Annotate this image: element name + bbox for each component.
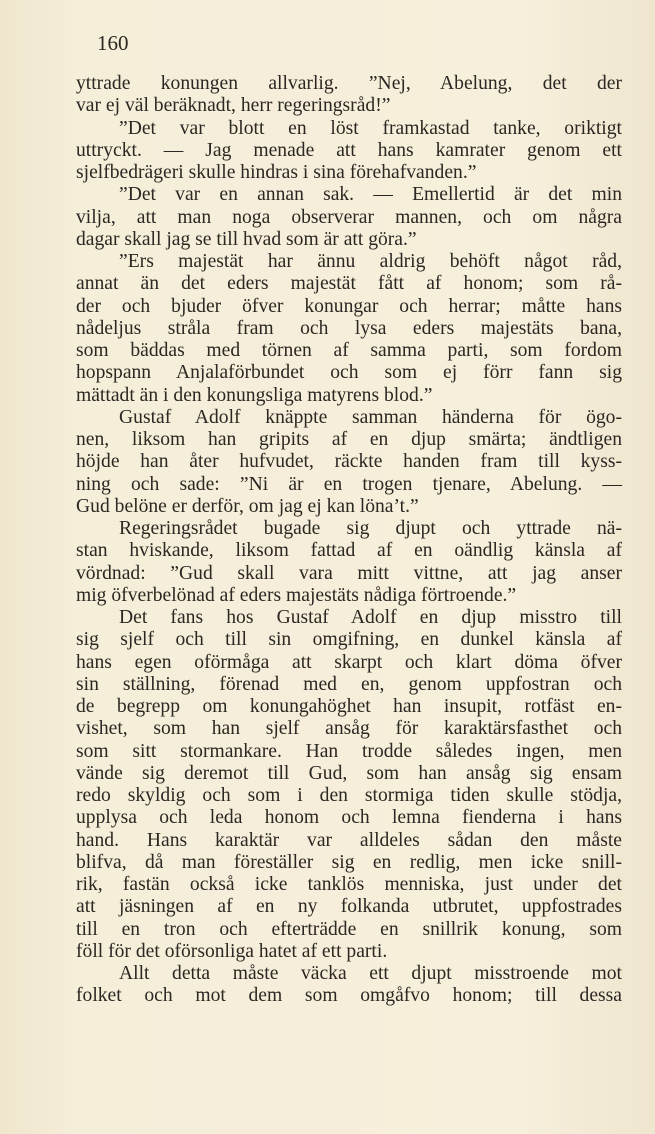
- text-line: de begrepp om konungahöghet han insupit, rotfäst en-: [76, 696, 622, 717]
- text-line: annat än det eders majestät fått af honom; som rå-: [76, 273, 622, 295]
- text-line: var ej väl beräknadt, herr regeringsråd!”: [76, 95, 391, 117]
- text-line: vände sig deremot till Gud, som han ansåg sig ensam: [76, 762, 622, 784]
- text-line: Regeringsrådet bugade sig djupt och yttrade nä-: [119, 518, 622, 539]
- text-line: Det fans hos Gustaf Adolf en djup misstro till: [119, 607, 622, 628]
- text-line: ning och sade: ”Ni är en trogen tjenare, Abelung. —: [76, 473, 622, 495]
- text-line: hans egen oförmåga att skarpt och klart döma öfver: [76, 651, 622, 673]
- text-line: Allt detta måste väcka ett djupt misstroende mot: [119, 963, 622, 984]
- text-line: hopspann Anjalaförbundet och som ej förr fann sig: [76, 362, 622, 384]
- text-line: till en tron och efterträdde en snillrik konung, som: [76, 918, 622, 940]
- text-line: höjde han åter hufvudet, räckte handen fram till kyss-: [76, 451, 622, 473]
- body-text: [76, 73, 622, 1008]
- page-number: 160: [97, 31, 129, 55]
- text-line: ”Ers majestät har ännu aldrig behöft något råd,: [119, 251, 622, 272]
- text-line: mig öfverbelönad af eders majestäts nådiga förtroende.”: [76, 584, 517, 606]
- text-line: vilja, att man noga observerar mannen, och om några: [76, 206, 622, 228]
- text-line: mättadt än i den konungsliga matyrens blod.”: [76, 384, 433, 406]
- text-line: dagar skall jag se till hvad som är att göra.”: [76, 228, 417, 250]
- text-line: Gustaf Adolf knäppte samman händerna för ögo-: [119, 406, 622, 428]
- text-line: ”Det var en annan sak. — Emellertid är det min: [119, 184, 622, 206]
- text-line: som bäddas med törnen af samma parti, som fordom: [76, 340, 622, 361]
- text-line: blifva, då man föreställer sig en redlig, men icke snill-: [76, 851, 622, 873]
- text-line: redo skyldig och som i den stormiga tiden skulle stödja,: [76, 785, 622, 806]
- text-line: der och bjuder öfver konungar och herrar; måtte hans: [76, 295, 622, 317]
- text-line: rik, fastän också icke tanklös menniska, just under det: [76, 874, 622, 895]
- text-line: Gud belöne er derför, om jag ej kan löna’t.”: [76, 495, 419, 517]
- text-line: stan hviskande, liksom fattad af en oändlig känsla af: [76, 540, 622, 562]
- text-line: vishet, som han sjelf ansåg för karaktärsfasthet och: [76, 718, 622, 740]
- text-line: hand. Hans karaktär var alldeles sådan den måste: [76, 829, 622, 851]
- text-line: som sitt stormankare. Han trodde således ingen, men: [76, 740, 622, 762]
- text-line: sin ställning, förenad med en, genom uppfostran och: [76, 673, 622, 695]
- text-line: att jäsningen af en ny folkanda utbrutet, uppfostrades: [76, 896, 622, 918]
- text-line: nådeljus stråla fram och lysa eders majestäts bana,: [76, 317, 622, 339]
- text-line: yttrade konungen allvarlig. ”Nej, Abelung, det der: [76, 73, 622, 94]
- text-line: sig sjelf och till sin omgifning, en dunkel känsla af: [76, 629, 622, 651]
- text-line: upplysa och leda honom och lemna fienderna i hans: [76, 807, 622, 829]
- text-line: vördnad: ”Gud skall vara mitt vittne, att jag anser: [76, 562, 622, 584]
- text-line: sjelfbedrägeri skulle hindras i sina förehafvanden.”: [76, 162, 477, 183]
- text-line: uttryckt. — Jag menade att hans kamrater genom ett: [76, 139, 622, 161]
- text-line: ”Det var blott en löst framkastad tanke, oriktigt: [119, 117, 622, 139]
- text-line: föll för det oförsonliga hatet af ett parti.: [76, 940, 388, 962]
- text-line: folket och mot dem som omgåfvo honom; till dessa: [76, 985, 622, 1007]
- text-line: nen, liksom han gripits af en djup smärta; ändtligen: [76, 429, 622, 450]
